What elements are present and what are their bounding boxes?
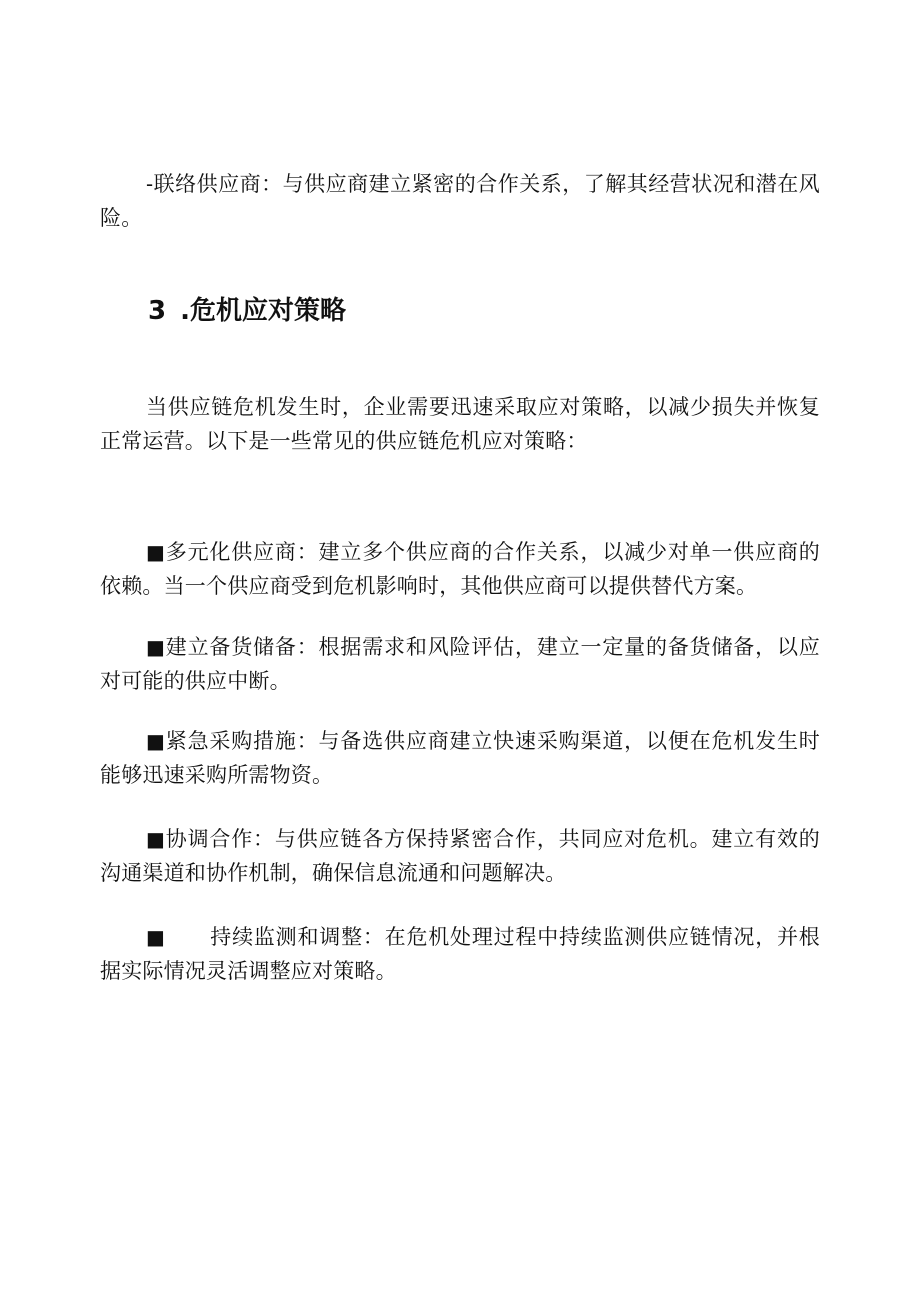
bullet-text: 多元化供应商：建立多个供应商的合作关系，以减少对单一供应商的依赖。当一个供应商受到危机影响时，其他供应商可以提供替代方案。 [100,540,820,598]
bullet-text: 协调合作：与供应链各方保持紧密合作，共同应对危机。建立有效的沟通渠道和协作机制，确保信息流通和问题解决。 [100,827,820,885]
bullet-text: 紧急采购措施：与备选供应商建立快速采购渠道，以便在危机发生时能够迅速采购所需物资。 [100,729,820,787]
bullet-item [100,822,820,890]
bullet-square-icon: ■ [146,827,166,851]
bullet-square-icon: ■ [146,635,166,659]
bullet-square-icon: ■ [146,540,166,564]
bullet-square-icon: ■ [146,925,166,949]
section-heading [148,291,346,331]
bullet-item [100,724,820,792]
intro-paragraph [100,167,820,235]
bullet-item [100,920,820,988]
lead-paragraph: 当供应链危机发生时，企业需要迅速采取应对策略，以减少损失并恢复正常运营。以下是一些常见的供应链危机应对策略： [100,395,820,453]
bullet-item [100,630,820,698]
bullet-text: 持续监测和调整：在危机处理过程中持续监测供应链情况，并根据实际情况灵活调整应对策略。 [100,925,820,983]
section-title: .危机应对策略 [180,296,346,326]
section-number: 3 [148,296,167,326]
bullet-text: 建立备货储备：根据需求和风险评估，建立一定量的备货储备，以应对可能的供应中断。 [100,635,820,693]
intro-item-text: -联络供应商：与供应商建立紧密的合作关系，了解其经营状况和潜在风险。 [100,172,820,230]
bullet-item [100,535,820,603]
bullet-square-icon: ■ [146,729,166,753]
